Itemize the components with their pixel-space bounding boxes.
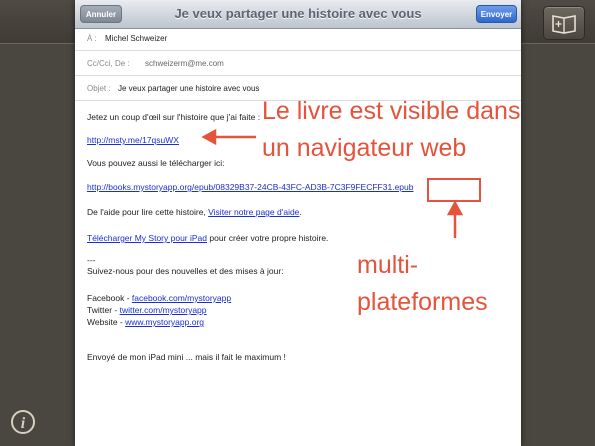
facebook-label: Facebook - [87,293,132,303]
help-line [87,207,302,217]
help-prefix: De l'aide pour lire cette histoire, [87,207,209,217]
add-book-button[interactable] [543,6,585,40]
website-line [87,317,204,327]
app-download-link[interactable]: Télécharger My Story pour iPad [87,233,207,243]
add-book-icon [544,7,584,39]
twitter-label: Twitter - [87,305,120,315]
to-field[interactable] [75,26,521,51]
annotation-browser-line2: un navigateur web [262,134,467,162]
to-recipient[interactable]: Michel Schweizer [105,34,168,43]
short-link[interactable]: http://msty.me/17qsuWX [87,135,179,145]
mail-compose-sheet [75,0,521,446]
facebook-line [87,293,231,303]
compose-navbar [75,0,521,29]
help-suffix: . [299,207,302,217]
app-line [87,233,328,243]
signature: Envoyé de mon iPad mini ... mais il fait le maximum ! [87,352,286,362]
compose-title: Je veux partager une histoire avec vous [174,6,422,21]
intro-text: Jetez un coup d'œil sur l'histoire que j'ai faite : [87,112,261,122]
facebook-link[interactable]: facebook.com/mystoryapp [131,293,232,303]
info-icon[interactable]: i [11,410,35,434]
twitter-link[interactable]: twitter.com/mystoryapp [119,305,207,315]
website-label: Website - [87,317,126,327]
cc-from-label: Cc/Cci, De : [87,59,130,68]
website-link[interactable]: www.mystoryapp.org [125,317,204,327]
epub-highlight-box [427,178,481,202]
follow-text: Suivez-nous pour des nouvelles et des mises à jour: [87,266,284,276]
send-button[interactable]: Envoyer [476,5,517,23]
from-address: schweizerm@me.com [145,59,224,68]
help-link[interactable]: Visiter notre page d'aide [208,207,300,217]
annotation-browser-line1: Le livre est visible dans [262,97,521,125]
annotation-plateformes: plateformes [357,288,488,316]
subject-label: Objet : [87,84,111,93]
subject-input[interactable]: Je veux partager une histoire avec vous [118,84,260,93]
annotation-multi: multi- [357,251,419,279]
download-text: Vous pouvez aussi le télécharger ici: [87,158,225,168]
separator: --- [87,255,96,265]
to-label: À : [87,34,97,43]
cc-from-field[interactable] [75,51,521,76]
twitter-line [87,305,207,315]
app-suffix: pour créer votre propre histoire. [207,233,329,243]
cancel-button[interactable]: Annuler [80,5,122,23]
epub-link[interactable]: http://books.mystoryapp.org/epub/08329B37-24CB-43FC-AD3B-7C3F9FECFF31.epub [87,182,414,192]
